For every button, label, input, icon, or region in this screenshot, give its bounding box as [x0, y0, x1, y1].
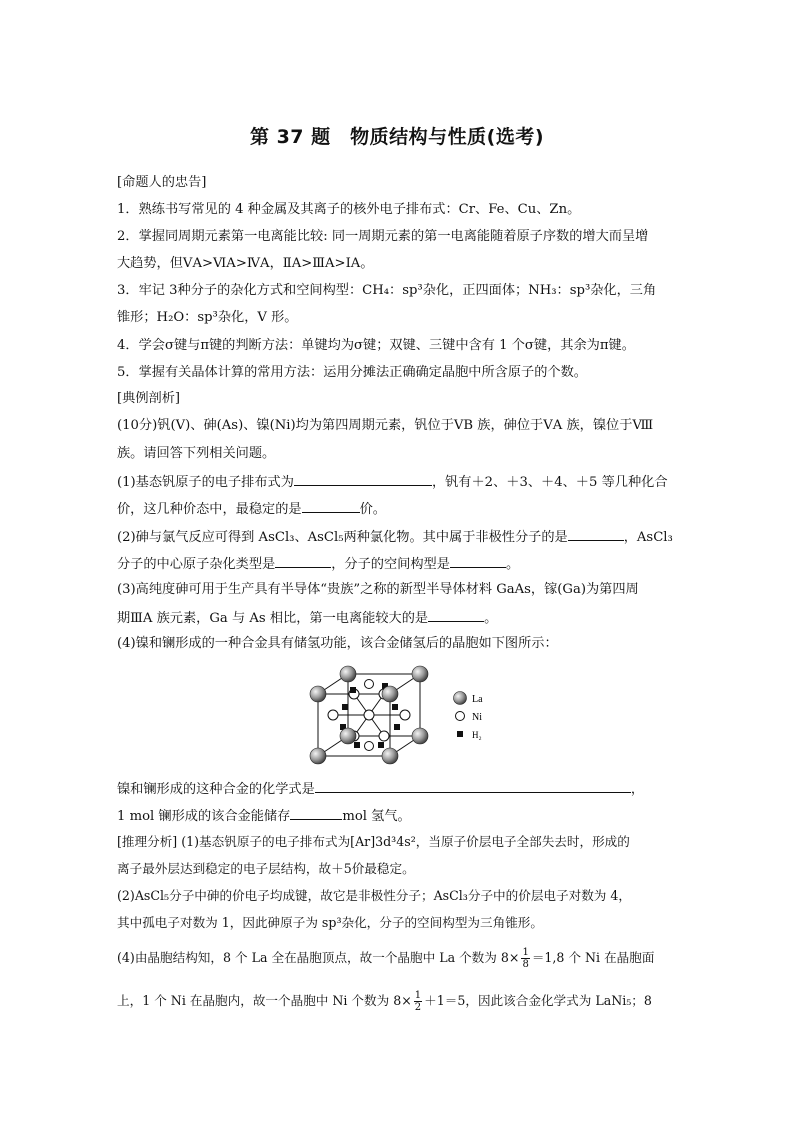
- question-4-formula: 镍和镧形成的这种合金的化学式是 ，: [117, 782, 644, 797]
- legend-la-label: La: [472, 694, 483, 705]
- page-title: 第 37 题 物质结构与性质(选考): [249, 126, 545, 148]
- analysis-para-4: (4)由晶胞结构知，8 个 La 全在晶胞顶点，故一个晶胞中 La 个数为 8× $\frac{1}{8}$ ＝1,8 个 Ni 在晶胞面: [117, 947, 655, 970]
- legend-ni-icon: [456, 712, 465, 721]
- analysis-para-1-cont: 离子最外层达到稳定的电子层结构，故＋5价最稳定。: [117, 861, 415, 876]
- answer-blank[interactable]: [428, 609, 484, 622]
- advice-item: 锥形；H₂O：sp³杂化，V 形。: [117, 310, 298, 325]
- answer-blank[interactable]: [290, 807, 342, 820]
- fraction: $\frac{1}{8}$: [522, 947, 529, 970]
- analysis-para-4-cont: 上，1 个 Ni 在晶胞内，故一个晶胞中 Ni 个数为 8× $\frac{1}{2}$ ＋1＝5，因此该合金化学式为 LaNi₅；8: [117, 990, 652, 1013]
- answer-blank[interactable]: [302, 500, 360, 513]
- question-3-cont: 期ⅢA 族元素，Ga 与 As 相比，第一电离能较大的是 。: [117, 611, 498, 626]
- question-2: (2)砷与氯气反应可得到 AsCl₃、AsCl₅两种氯化物。其中属于非极性分子的是 ，AsCl₃: [117, 530, 673, 545]
- analysis-para-2: (2)AsCl₅分子中砷的价电子均成键，故它是非极性分子；AsCl₃分子中的价层电子对数为 4，: [117, 888, 631, 903]
- question-4: (4)镍和镧形成的一种合金具有储氢功能，该合金储氢后的晶胞如下图所示：: [117, 636, 558, 651]
- legend-ni-label: Ni: [472, 712, 482, 723]
- advice-item: 4．学会σ键与π键的判断方法：单键均为σ键；双键、三键中含有 1 个σ键，其余为π键。: [117, 338, 635, 353]
- example-intro: 族。请回答下列相关问题。: [117, 446, 276, 461]
- crystal-cell-diagram: [290, 656, 510, 768]
- advice-item: 大趋势，但ⅤA>ⅥA>ⅣA，ⅡA>ⅢA>ⅠA。: [117, 256, 374, 271]
- answer-blank[interactable]: [315, 780, 631, 793]
- answer-blank[interactable]: [275, 555, 331, 568]
- analysis-para-1: [推理分析] (1)基态钒原子的电子排布式为[Ar]3d³4s²，当原子价层电子全部失去时，形成的: [117, 834, 630, 849]
- advice-item: 3．牢记 3种分子的杂化方式和空间构型：CH₄：sp³杂化，正四面体；NH₃：sp³杂化，三角: [117, 283, 657, 298]
- diagram-legend: [454, 692, 484, 741]
- example-intro: (10分)钒(V)、砷(As)、镍(Ni)均为第四周期元素，钒位于ⅤB 族，砷位于ⅤA 族，镍位于Ⅷ: [117, 418, 654, 433]
- question-1-cont: 价，这几种价态中，最稳定的是 价。: [117, 502, 386, 517]
- answer-blank[interactable]: [450, 555, 506, 568]
- fraction: $\frac{1}{2}$: [414, 990, 422, 1013]
- analysis-para-2-cont: 其中孤电子对数为 1，因此砷原子为 sp³杂化，分子的空间构型为三角锥形。: [117, 915, 543, 930]
- example-heading: [典例剖析]: [117, 391, 181, 406]
- advice-item: 1．熟练书写常见的 4 种金属及其离子的核外电子排布式：Cr、Fe、Cu、Zn。: [117, 202, 581, 217]
- legend-h2-label: H₂: [472, 730, 482, 740]
- legend-la-icon: [454, 692, 467, 705]
- analysis-heading: [推理分析]: [117, 834, 178, 849]
- advice-item: 2．掌握同周期元素第一电离能比较: 同一周期元素的第一电离能随着原子序数的增大而呈增: [117, 229, 649, 244]
- question-4-hydrogen: 1 mol 镧形成的该合金能储存 mol 氢气。: [117, 809, 411, 824]
- question-1: (1)基态钒原子的电子排布式为 ，钒有＋2、＋3、＋4、＋5 等几种化合: [117, 475, 668, 490]
- advice-heading: [命题人的忠告]: [117, 175, 207, 190]
- advice-item: 5．掌握有关晶体计算的常用方法：运用分摊法正确确定晶胞中所含原子的个数。: [117, 365, 587, 380]
- question-3: (3)高纯度砷可用于生产具有半导体“贵族”之称的新型半导体材料 GaAs，镓(Ga)为第四周: [117, 582, 639, 597]
- answer-blank[interactable]: [568, 528, 624, 541]
- answer-blank[interactable]: [294, 473, 432, 486]
- question-2-cont: 分子的中心原子杂化类型是 ，分子的空间构型是 。: [117, 557, 520, 572]
- legend-h2-icon: [457, 731, 463, 737]
